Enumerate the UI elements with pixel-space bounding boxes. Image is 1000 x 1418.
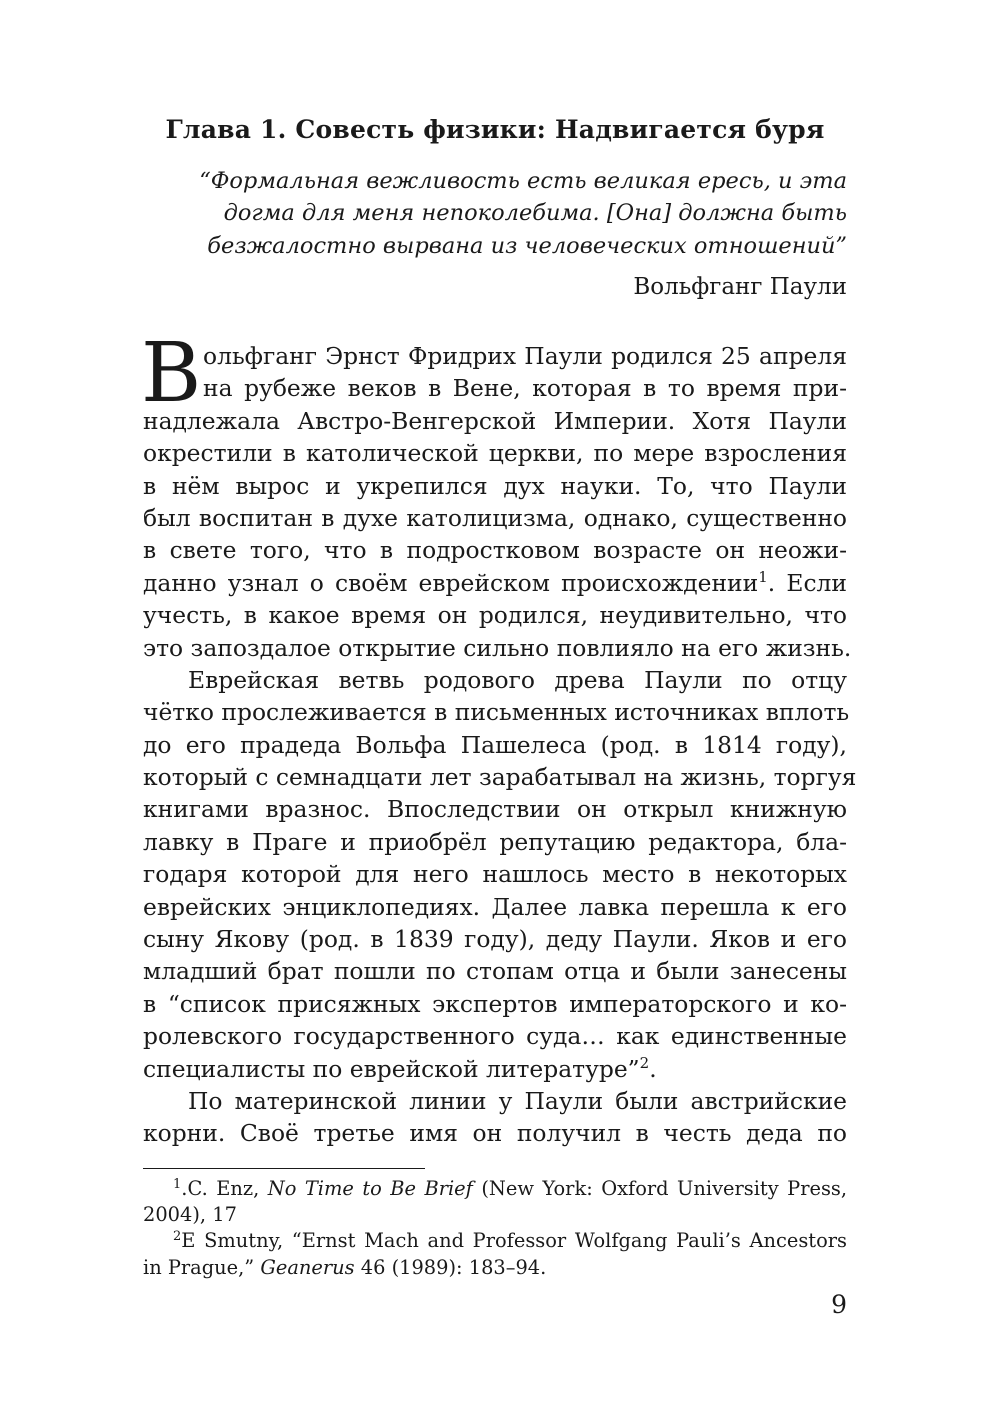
footnote-line (143, 1255, 847, 1281)
footnote-1 (143, 1176, 847, 1228)
epigraph-line: догма для меня непоколебима. [Она] должна быть (223, 200, 847, 227)
epigraph-author: Вольфганг Паули (633, 274, 847, 300)
text-line: ольфганг Эрнст Фридрих Паули родился 25 апреля (203, 342, 847, 370)
text-line: это запоздалое открытие сильно повлияло на его жизнь. (143, 633, 852, 662)
paragraph-3 (143, 1085, 847, 1150)
text-line: в свете того, что в подростковом возрасте он неожи- (143, 536, 847, 565)
footnote-divider (143, 1168, 425, 1169)
text-line-with-footnote (143, 567, 847, 599)
footnote-line (143, 1228, 847, 1254)
text-fragment: . (649, 1054, 657, 1083)
epigraph-line: “Формальная вежливость есть великая ересь, и эта (199, 168, 847, 194)
text-line: ролевского государственного суда… как единственные (143, 1022, 847, 1051)
drop-cap: В (141, 326, 202, 421)
paragraph-1 (141, 326, 852, 664)
text-fragment: . Если (767, 568, 847, 597)
text-line: был воспитан в духе католицизма, однако, существенно (143, 503, 847, 532)
text-line: младший брат пошли по стопам отца и были занесены (143, 957, 847, 986)
text-line-with-footnote (143, 1053, 847, 1085)
footnote-marker: 1 (173, 1177, 182, 1192)
text-line: корни. Своё третье имя он получил в честь деда по (143, 1119, 847, 1148)
text-line: годаря которой для него нашлось место в некоторых (143, 860, 847, 889)
text-line: лавку в Праге и приобрёл репутацию редактора, бла- (143, 827, 847, 856)
paragraph-2 (143, 664, 857, 1085)
text-line: до его прадеда Вольфа Пашелеса (род. в 1814 году), (143, 730, 847, 759)
footnote-marker: 2 (173, 1229, 182, 1245)
footnote-ref-2[interactable]: 2 (639, 1053, 650, 1072)
text-line: Еврейская ветвь родового древа Паули по отцу (188, 665, 847, 694)
text-line: учесть, в какое время он родился, неудивительно, что (143, 601, 847, 630)
text-line: книгами вразнос. Впоследствии он открыл книжную (143, 795, 847, 824)
text-fragment: специалисты по еврейской литературе” (143, 1054, 640, 1083)
body-text (141, 326, 857, 1150)
text-fragment: данно узнал о своём еврейском происхождении (143, 568, 759, 597)
footnote-text: (New York: Oxford University Press, (472, 1177, 848, 1200)
footnote-text: .C. Enz, (181, 1177, 268, 1200)
text-line: надлежала Австро-Венгерской Империи. Хотя Паули (143, 406, 847, 435)
book-page (141, 0, 857, 1418)
text-line: окрестили в католической церкви, по мере взросления (143, 439, 847, 468)
epigraph (143, 166, 847, 263)
text-line: чётко прослеживается в письменных источниках вплоть (143, 698, 850, 727)
text-line: на рубеже веков в Вене, которая в то время при- (203, 374, 847, 403)
footnote-journal: Geanerus (260, 1255, 355, 1279)
footnote-2 (143, 1228, 847, 1280)
footnote-ref-1[interactable]: 1 (758, 567, 768, 586)
chapter-title: Глава 1. Совесть физики: Надвигается буря (165, 115, 825, 144)
footnote-book-title: No Time to Be Brief (267, 1177, 473, 1200)
footnotes (143, 1176, 847, 1281)
footnote-text: in Prague,” (143, 1255, 261, 1279)
footnote-text: E Smutny, “Ernst Mach and Professor Wolfgang Pauli’s Ancestors (181, 1229, 847, 1253)
footnote-text: 46 (1989): 183–94. (354, 1255, 547, 1279)
text-line: По материнской линии у Паули были австрийские (188, 1086, 847, 1115)
footnote-line: 2004), 17 (143, 1203, 237, 1227)
page-number: 9 (831, 1290, 847, 1319)
text-line: сыну Якову (род. в 1839 году), деду Паули. Яков и его (143, 925, 847, 954)
text-line: еврейских энциклопедиях. Далее лавка перешла к его (143, 892, 847, 921)
text-line: в “список присяжных экспертов императорского и ко- (143, 989, 847, 1018)
footnote-line (143, 1176, 847, 1202)
text-line: который с семнадцати лет зарабатывал на жизнь, торгуя (143, 763, 857, 792)
text-line: в нём вырос и укрепился дух науки. То, что Паули (143, 471, 847, 500)
epigraph-line: безжалостно вырвана из человеческих отношений” (207, 232, 847, 259)
